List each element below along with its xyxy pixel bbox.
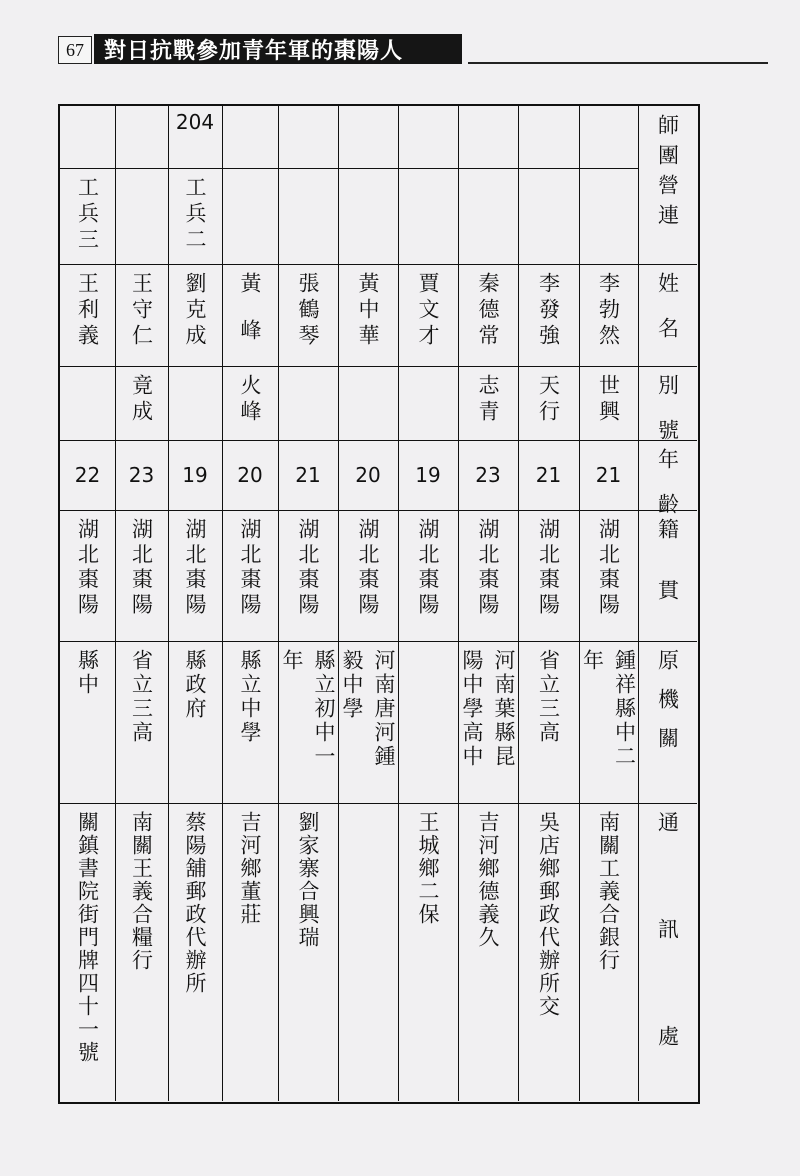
header-age: 年齡 xyxy=(655,448,680,538)
unit-cell xyxy=(222,168,278,264)
alias-cell xyxy=(398,366,458,440)
age-value: 20 xyxy=(237,463,263,487)
address-value: 關鎮書院街門牌四十一號 xyxy=(75,811,100,1064)
address-cell xyxy=(518,803,579,1101)
native-place-value: 湖北棗陽 xyxy=(75,518,100,618)
native-place-value: 湖北棗陽 xyxy=(596,518,621,618)
original-org-cell xyxy=(579,641,638,803)
age-value: 22 xyxy=(74,463,101,487)
age-cell xyxy=(115,440,168,510)
name-value: 李勃然 xyxy=(596,272,621,350)
age-value: 23 xyxy=(128,463,155,487)
unit-num-cell xyxy=(398,106,458,168)
native-place-value: 湖北棗陽 xyxy=(129,518,154,618)
original-org-line: 河南唐河鍾 xyxy=(372,649,396,769)
age-cell xyxy=(278,440,338,510)
header-alias: 別號 xyxy=(655,374,680,464)
unit-cell xyxy=(518,168,579,264)
unit-num-cell xyxy=(60,106,115,168)
record-column xyxy=(60,106,115,1102)
original-org-line: 省立三高 xyxy=(129,649,154,745)
alias-cell xyxy=(338,366,398,440)
native-place-cell xyxy=(398,510,458,641)
original-org-cell xyxy=(458,641,518,803)
native-place-value: 湖北棗陽 xyxy=(183,518,207,618)
original-org-cell xyxy=(398,641,458,803)
age-cell xyxy=(398,440,458,510)
header-unit-cell xyxy=(638,106,697,264)
unit-num-cell xyxy=(168,106,222,168)
age-cell xyxy=(458,440,518,510)
header-column xyxy=(638,106,697,1132)
age-cell xyxy=(60,440,115,510)
name-value: 張鶴琴 xyxy=(296,272,320,350)
age-cell xyxy=(518,440,579,510)
address-cell xyxy=(338,803,398,1101)
address-cell xyxy=(579,803,638,1101)
chapter-title: 對日抗戰參加青年軍的棗陽人 xyxy=(94,34,462,64)
original-org-line: 河南葉縣昆 xyxy=(492,649,516,769)
native-place-cell xyxy=(168,510,222,641)
alias-cell xyxy=(115,366,168,440)
original-org-cell xyxy=(222,641,278,803)
unit-num-cell xyxy=(115,106,168,168)
name-value: 王守仁 xyxy=(129,272,154,350)
header-alias-cell xyxy=(638,366,697,464)
native-place-value: 湖北棗陽 xyxy=(536,518,561,618)
original-org-line: 鍾祥縣中二 xyxy=(612,649,637,769)
record-column xyxy=(398,106,458,1102)
name-cell xyxy=(278,264,338,366)
record-column xyxy=(458,106,518,1102)
unit-value: 工兵三 xyxy=(75,176,100,254)
alias-cell xyxy=(168,366,222,440)
original-org-cell xyxy=(168,641,222,803)
address-cell xyxy=(278,803,338,1101)
original-org-cell xyxy=(518,641,579,803)
address-value: 王城鄉二保 xyxy=(416,811,440,926)
unit-cell xyxy=(458,168,518,264)
original-org-line: 陽中學高中 xyxy=(460,649,484,769)
name-value: 黃峰 xyxy=(238,272,262,366)
original-org-line: 縣政府 xyxy=(183,649,207,721)
page-header xyxy=(58,34,768,68)
unit-cell xyxy=(168,168,222,264)
native-place-cell xyxy=(518,510,579,641)
native-place-cell xyxy=(222,510,278,641)
address-cell xyxy=(168,803,222,1101)
address-value: 吉河鄉德義久 xyxy=(476,811,500,949)
unit-num-cell xyxy=(458,106,518,168)
address-value: 蔡陽舖郵政代辦所 xyxy=(183,811,207,995)
header-native-place-cell xyxy=(638,510,697,641)
name-value: 王利義 xyxy=(75,272,100,350)
unit-num-cell xyxy=(278,106,338,168)
name-value: 李發強 xyxy=(536,272,561,350)
record-column xyxy=(278,106,338,1102)
name-cell xyxy=(579,264,638,366)
header-name: 姓名 xyxy=(655,272,680,362)
unit-num-cell xyxy=(338,106,398,168)
header-age-cell xyxy=(638,440,697,538)
unit-num-cell xyxy=(222,106,278,168)
name-cell xyxy=(115,264,168,366)
record-column xyxy=(518,106,579,1102)
native-place-cell xyxy=(579,510,638,641)
age-value: 23 xyxy=(475,463,501,487)
original-org-line: 縣立初中一 xyxy=(312,649,336,769)
age-cell xyxy=(579,440,638,510)
unit-num-cell xyxy=(579,106,638,168)
alias-value: 天行 xyxy=(536,374,561,426)
alias-cell xyxy=(278,366,338,440)
original-org-cell xyxy=(278,641,338,803)
age-value: 20 xyxy=(355,463,381,487)
age-value: 21 xyxy=(535,463,562,487)
alias-cell xyxy=(579,366,638,440)
age-cell xyxy=(168,440,222,510)
age-value: 21 xyxy=(295,463,321,487)
native-place-value: 湖北棗陽 xyxy=(296,518,320,618)
name-value: 黃中華 xyxy=(356,272,380,350)
address-cell xyxy=(398,803,458,1101)
roster-table xyxy=(58,104,700,1132)
age-value: 19 xyxy=(415,463,441,487)
original-org-line: 縣中 xyxy=(75,649,100,697)
name-cell xyxy=(458,264,518,366)
age-cell xyxy=(338,440,398,510)
age-cell xyxy=(222,440,278,510)
header-name-cell xyxy=(638,264,697,366)
original-org-line: 縣立中學 xyxy=(238,649,262,745)
alias-cell xyxy=(222,366,278,440)
native-place-cell xyxy=(115,510,168,641)
name-value: 劉克成 xyxy=(183,272,207,350)
unit-cell xyxy=(115,168,168,264)
alias-cell xyxy=(518,366,579,440)
native-place-cell xyxy=(278,510,338,641)
unit-cell xyxy=(338,168,398,264)
record-column xyxy=(222,106,278,1102)
native-place-cell xyxy=(338,510,398,641)
address-cell xyxy=(60,803,115,1101)
original-org-line: 毅中學 xyxy=(340,649,364,721)
name-cell xyxy=(168,264,222,366)
name-cell xyxy=(222,264,278,366)
address-value: 劉家寨合興瑞 xyxy=(296,811,320,949)
alias-cell xyxy=(60,366,115,440)
age-value: 19 xyxy=(182,463,208,487)
name-cell xyxy=(518,264,579,366)
header-original-org: 原機關 xyxy=(655,649,680,766)
header-unit: 師團營連 xyxy=(655,114,680,234)
address-value: 南關工義合銀行 xyxy=(596,811,621,972)
alias-value: 竟成 xyxy=(129,374,154,426)
native-place-value: 湖北棗陽 xyxy=(238,518,262,618)
name-value: 賈文才 xyxy=(416,272,440,350)
original-org-line: 年 xyxy=(280,649,304,673)
address-cell xyxy=(458,803,518,1101)
address-cell xyxy=(115,803,168,1101)
original-org-cell xyxy=(115,641,168,803)
header-native-place: 籍貫 xyxy=(655,518,680,640)
name-cell xyxy=(60,264,115,366)
header-original-org-cell xyxy=(638,641,697,803)
address-value: 南關王義合糧行 xyxy=(129,811,154,972)
unit-cell xyxy=(278,168,338,264)
original-org-cell xyxy=(338,641,398,803)
unit-cell xyxy=(398,168,458,264)
unit-cell xyxy=(60,168,115,264)
record-column xyxy=(168,106,222,1102)
record-column xyxy=(338,106,398,1102)
header-address-cell xyxy=(638,803,697,1132)
address-value: 吉河鄉董莊 xyxy=(238,811,262,926)
original-org-line: 年 xyxy=(580,649,605,673)
address-value: 吳店鄉郵政代辦所交 xyxy=(536,811,561,1018)
alias-value: 世興 xyxy=(596,374,621,426)
record-column xyxy=(579,106,638,1102)
unit-value: 工兵二 xyxy=(183,176,207,254)
name-value: 秦德常 xyxy=(476,272,500,350)
original-org-line: 省立三高 xyxy=(536,649,561,745)
unit-number: 204 xyxy=(175,110,215,134)
native-place-cell xyxy=(458,510,518,641)
page-number: 67 xyxy=(58,36,92,64)
header-rule xyxy=(468,62,768,64)
address-cell xyxy=(222,803,278,1101)
unit-num-cell xyxy=(518,106,579,168)
name-cell xyxy=(338,264,398,366)
native-place-cell xyxy=(60,510,115,641)
name-cell xyxy=(398,264,458,366)
age-value: 21 xyxy=(595,463,622,487)
native-place-value: 湖北棗陽 xyxy=(356,518,380,618)
native-place-value: 湖北棗陽 xyxy=(416,518,440,618)
header-address: 通訊處 xyxy=(655,811,680,1132)
original-org-cell xyxy=(60,641,115,803)
alias-value: 志青 xyxy=(476,374,500,426)
record-column xyxy=(115,106,168,1102)
native-place-value: 湖北棗陽 xyxy=(476,518,500,618)
alias-value: 火峰 xyxy=(238,374,262,426)
alias-cell xyxy=(458,366,518,440)
unit-cell xyxy=(579,168,638,264)
